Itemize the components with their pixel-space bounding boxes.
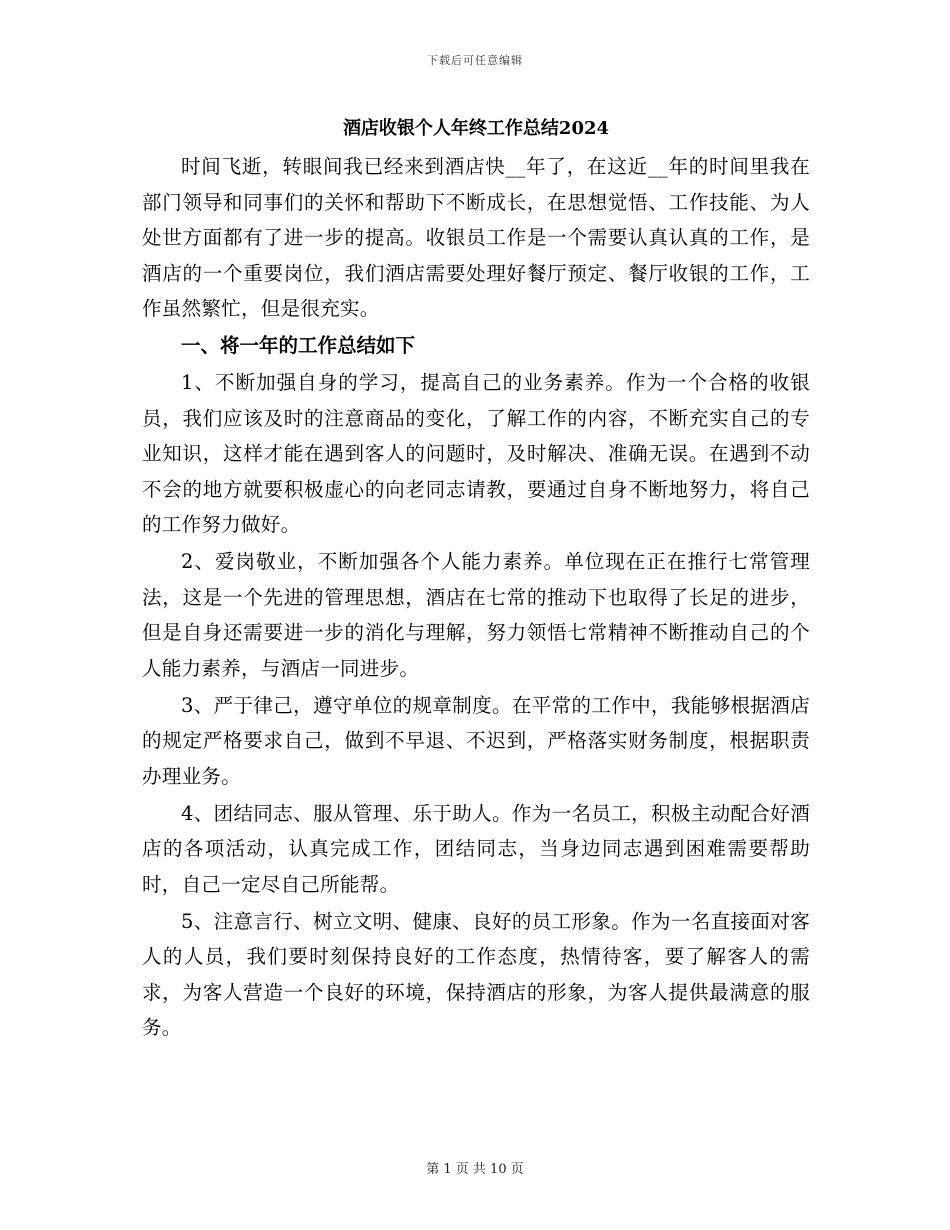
list-item-3: 3、严于律己，遵守单位的规章制度。在平常的工作中，我能够根据酒店的规定严格要求自己，做到不早退、不迟到，严格落实财务制度，根据职责办理业务。 [142, 693, 810, 788]
page-number: 第 1 页 共 10 页 [426, 1162, 524, 1177]
page-header-note: 下载后可任意编辑 [427, 54, 523, 67]
section-heading: 一、将一年的工作总结如下 [181, 334, 416, 357]
intro-paragraph: 时间飞逝，转眼间我已经来到酒店快__年了，在这近__年的时间里我在部门领导和同事们的关怀和帮助下不断成长，在思想觉悟、工作技能、为人处世方面都有了进一步的提高。收银员工作是一个需要认真认真的工作，是酒店的一个重要岗位，我们酒店需要处理好餐厅预定、餐厅收银的工作，工作虽然繁忙，但是很充实。 [142, 155, 810, 320]
list-item-5: 5、注意言行、树立文明、健康、良好的员工形象。作为一名直接面对客人的人员，我们要时刻保持良好的工作态度，热情待客，要了解客人的需求，为客人营造一个良好的环境，保持酒店的形象，为客人提供最满意的服务。 [142, 909, 810, 1039]
list-item-4: 4、团结同志、服从管理、乐于助人。作为一名员工，积极主动配合好酒店的各项活动，认真完成工作，团结同志，当身边同志遇到困难需要帮助时，自己一定尽自己所能帮。 [142, 801, 810, 896]
list-item-1: 1、不断加强自身的学习，提高自己的业务素养。作为一个合格的收银员，我们应该及时的注意商品的变化，了解工作的内容，不断充实自己的专业知识，这样才能在遇到客人的问题时，及时解决、准确无误。在遇到不动不会的地方就要积极虚心的向老同志请教，要通过自身不断地努力，将自己的工作努力做好。 [142, 371, 810, 536]
document-body [142, 115, 810, 1047]
list-item-2: 2、爱岗敬业，不断加强各个人能力素养。单位现在正在推行七常管理法，这是一个先进的管理思想，酒店在七常的推动下也取得了长足的进步，但是自身还需要进一步的消化与理解，努力领悟七常精神不断推动自己的个人能力素养，与酒店一同进步。 [142, 550, 810, 680]
document-title: 酒店收银个人年终工作总结2024 [342, 118, 610, 139]
